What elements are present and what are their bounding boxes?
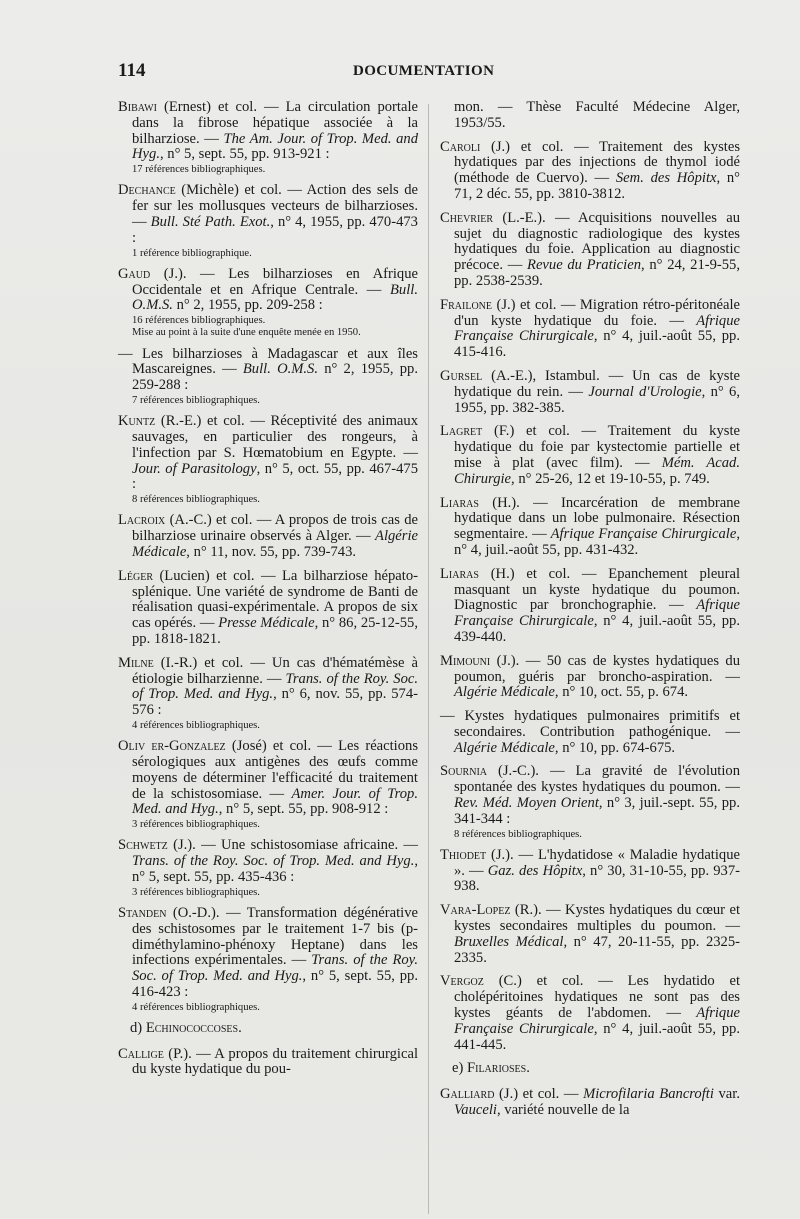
entry-text: (Ernest) et col. — La circulation portale dans la fibrose hépatique associée à la bilharziose. — [132,99,418,147]
entry-text: (J.). — Les bilharzioses en Afrique Occidentale et en Afrique Centrale. — [132,265,418,298]
entry-text: (O.-D.). — Transformation dégénérative des schistosomes par le traitement 1-7 bis (p-diméthylamino-phénoxy Heptane) dans les infections expérimentales. — [132,904,418,969]
entry-author: Frailone [440,296,492,313]
entry-note: 8 références bibliographiques. [132,494,260,506]
entry-author: Galliard [440,1086,495,1103]
column-divider [428,104,429,1214]
bibliography-entry [118,1047,418,1079]
entry-journal: Journal d'Urologie [588,383,702,400]
entry-text: (J.). — Une schistosomiase africaine. — [167,837,418,854]
entry-author: Milne [118,654,154,671]
entry-reference: n° 2, 1955, pp. 259-288 : [132,361,418,394]
section-heading [452,1061,740,1077]
entry-reference: , n° 5, sept. 55, pp. 913-921 : [159,146,330,163]
left-column [118,100,418,1086]
entry-author: Gaud [118,265,151,282]
entry-author: Lagret [440,423,483,440]
entry-reference: , n° 4, juil.-août 55, pp. 415-416. [454,328,740,361]
entry-text: (R.-E.) et col. — Réceptivité des animaux sauvages, en particulier des rongeurs, à l'infection par S. Hœmatobium en Egypte. — [132,413,418,461]
entry-journal: Bull. O.M.S. [242,361,319,378]
bibliography-entry [118,100,418,175]
bibliography-entry [118,656,418,731]
entry-journal: Algérie Médicale [454,739,555,756]
entry-text: (I.-R.) et col. — Un cas d'hématémèse à étiologie bilharzienne. — [132,654,418,687]
entry-text: (Lucien) et col. — La bilharziose hépato-splénique. Une variété de syndrome de Banti de réalisation quasi-expérimentale. A propos de six cas opérés. — [132,567,418,632]
entry-note: 4 références bibliographiques. [132,719,260,731]
entry-reference: , n° 4, 1955, pp. 470-473 : [132,213,418,246]
bibliography-entry [118,347,418,407]
bibliography-entry [118,513,418,560]
entry-author: Chevrier [440,209,494,226]
entry-journal: Algérie Médicale [454,684,555,701]
entry-author: Caroli [440,138,481,155]
entry-journal: Bruxelles Médical [454,933,564,950]
section-heading [130,1021,418,1037]
entry-reference: , n° 4, juil.-août 55, pp. 441-445. [454,1020,740,1053]
bibliography-entry [440,567,740,646]
entry-text: (J.) et col. — Traitement des kystes hydatiques par des injections de thymol iodé (méthode de Cuervo). — [454,138,740,187]
bibliography-entry [118,414,418,505]
bibliography-entry [440,1087,740,1119]
entry-note: 17 références bibliographiques. [132,164,266,176]
entry-text: (J.) et col. — Migration rétro-péritonéale d'un kyste hydatique du foie. — [454,296,740,329]
entry-author: Vergoz [440,973,484,990]
page-number: 114 [118,60,146,81]
entry-reference: , n° 5, sept. 55, pp. 435-436 : [132,853,418,885]
bibliography-entry [118,739,418,830]
entry-note: 1 référence bibliographique. [132,247,252,259]
bibliography-entry [440,974,740,1053]
entry-reference: , n° 5, sept. 55, pp. 416-423 : [132,968,418,1000]
entry-reference: , n° 71, 2 déc. 55, pp. 3810-3812. [454,170,740,202]
entry-note: 8 références bibliographiques. [454,828,582,840]
bibliography-entry [440,140,740,203]
entry-reference: , n° 6, 1955, pp. 382-385. [454,383,740,416]
entry-text: (L.-E.). — Acquisitions nouvelles au sujet du diagnostic radiologique des kystes hydatiques du foie. Application au diagnostic précoce. — [454,209,740,274]
entry-reference: , n° 25-26, 12 et 19-10-55, p. 749. [511,470,710,487]
running-title: DOCUMENTATION [353,63,495,79]
entry-text: (R.). — Kystes hydatiques du cœur et kystes secondaires multiples du poumon. — [454,902,740,935]
entry-journal: Mém. Acad. Chirurgie [454,454,741,487]
bibliography-entry [440,654,740,701]
entry-reference: n° 2, 1955, pp. 209-258 : [172,297,323,314]
entry-journal: Presse Médicale [218,615,315,632]
entry-author: Thiodet [440,846,487,863]
bibliography-entry [118,906,418,1013]
right-column [440,100,740,1127]
entry-journal: Amer. Jour. of Trop. Med. and Hyg. [132,785,418,818]
entry-text: (C.) et col. — Les hydatido et cholépéritoines hydatiques ne sont pas des kystes géants de l'abdomen. — [454,973,740,1022]
section-letter: e) [452,1060,464,1077]
page-header [118,60,738,90]
entry-author: Schwetz [118,837,168,854]
entry-text: (A.-E.), Istambul. — Un cas de kyste hydatique du rein. — [454,367,740,400]
entry-text: (J.-C.). — La gravité de l'évolution spontanée des kystes hydatiques du poumon. — [454,763,740,796]
section-title: Filarioses. [467,1060,530,1077]
entry-reference: , n° 4, juil.-août 55, pp. 439-440. [454,613,740,645]
entry-text: — Kystes hydatiques pulmonaires primitifs et secondaires. Contribution pathogénique. — [440,708,740,740]
entry-author: Kuntz [118,413,156,430]
entry-text: (P.). — A propos du traitement chirurgical du kyste hydatique du pou- [132,1045,418,1078]
entry-journal: Revue du Praticien [527,257,641,274]
entry-journal: Trans. of the Roy. Soc. of Trop. Med. and Hyg. [132,853,415,870]
entry-author: Léger [118,567,154,584]
entry-text: (José) et col. — Les réactions sérologiques aux antigènes des œufs comme moyens de déterminer l'efficacité du traitement de la schistosomiase. — [132,738,419,802]
bibliography-entry [440,211,740,290]
entry-continuation: mon. — Thèse Faculté Médecine Alger, 1953/55. [454,99,740,131]
entry-journal: Jour. of Parasitology [132,460,257,477]
entry-note: 16 références bibliographiques. [132,315,266,327]
bibliography-entry [118,183,418,258]
entry-reference: , n° 11, nov. 55, pp. 739-743. [186,543,357,560]
entry-author: Mimouni [440,652,491,669]
entry-text: (Michèle) et col. — Action des sels de fer sur les mollusques vecteurs de bilharzioses. — [132,182,418,230]
entry-author: Standen [118,904,167,921]
bibliography-entry [118,267,418,339]
entry-journal: Sem. des Hôpitx [615,170,717,187]
entry-text: (J.). — L'hydatidose « Maladie hydatique ». — [454,846,740,879]
entry-reference: , n° 10, oct. 55, p. 674. [554,684,689,701]
bibliography-entry [118,838,418,898]
entry-journal: Trans. of the Roy. Soc. of Trop. Med. and Hyg. [132,952,418,985]
entry-journal: Bull. Sté Path. Exot. [150,213,271,230]
section-letter: d) [130,1019,143,1036]
entry-journal: Afrique Française Chirurgicale [454,1005,740,1037]
section-title: Echinococcoses. [145,1019,242,1036]
entry-author: Gursel [440,367,483,384]
entry-author: Liaras [440,494,479,511]
entry-text: (H.). — Incarcération de membrane hydatique dans un lobe pulmonaire. Résection segmentaire. — [454,494,740,543]
entry-journal: Microfilaria Bancrofti [583,1086,714,1103]
entry-journal: Afrique Française Chirurgicale [550,526,737,543]
entry-author: Lacroix [118,512,166,529]
bibliography-entry [440,903,740,966]
bibliography-entry [440,709,740,756]
bibliography-entry [440,369,740,416]
entry-author: Callige [118,1045,164,1062]
entry-reference: , n° 30, 31-10-55, pp. 937-938. [454,862,740,895]
entry-journal: Bull. O.M.S. [132,281,418,314]
bibliography-entry [440,424,740,487]
entry-text: (H.) et col. — Epanchement pleural masquant un kyste hydatique du poumon. Diagnostic par bronchographie. — [454,565,740,614]
entry-note: 7 références bibliographiques. [132,394,260,406]
entry-note: 3 références bibliographiques. [132,886,260,898]
entry-reference: , n° 86, 25-12-55, pp. 1818-1821. [132,615,418,647]
bibliography-entry [440,298,740,361]
entry-author: Liaras [440,565,479,582]
entry-author: Vara-Lopez [440,902,511,919]
entry-journal: Algérie Médicale [132,528,418,560]
entry-author: Bibawi [118,99,157,115]
entry-note: 3 références bibliographiques. [132,819,260,831]
entry-reference: , n° 3, juil.-sept. 55, pp. 341-344 : [454,795,740,827]
entry-reference: , n° 24, 21-9-55, pp. 2538-2539. [454,257,741,289]
bibliography-entry [440,496,740,559]
entry-text: — Les bilharzioses à Madagascar et aux îles Mascareignes. — [118,345,418,378]
bibliography-entry [440,764,740,839]
entry-reference: , n° 5, sept. 55, pp. 908-912 : [218,801,389,818]
bibliography-entry [118,569,418,648]
entry-text: (F.) et col. — Traitement du kyste hydatique du foie par kystectomie partielle et mise à plat (avec film). — [454,423,740,471]
entry-journal: The Am. Jour. of Trop. Med. and Hyg. [132,130,418,163]
entry-journal: Trans. of the Roy. Soc. of Trop. Med. and Hyg. [132,670,419,703]
entry-note: 4 références bibliographiques. [132,1001,260,1013]
entry-journal: Rev. Méd. Moyen Orient [454,795,599,812]
entry-reference: , n° 6, nov. 55, pp. 574-576 : [132,686,418,719]
entry-journal: Vauceli [454,1102,497,1119]
bibliography-entry [440,848,740,895]
entry-reference: , variété nouvelle de la [496,1102,630,1119]
entry-reference: , n° 5, oct. 55, pp. 467-475 : [132,460,418,493]
entry-text: (J.) et col. — [494,1086,584,1103]
entry-author: Oliv er-Gonzalez [118,738,226,755]
entry-reference: , n° 47, 20-11-55, pp. 2325-2335. [454,933,740,966]
entry-reference: var. [713,1086,740,1103]
entry-reference: , n° 4, juil.-août 55, pp. 431-432. [454,526,740,558]
entry-text: (J.). — 50 cas de kystes hydatiques du poumon, guéris par broncho-aspiration. — [454,652,740,685]
entry-author: Sournia [440,763,488,780]
entry-reference: , n° 10, pp. 674-675. [554,739,676,756]
entry-text: (A.-C.) et col. — A propos de trois cas de bilharziose urinaire observés à Alger. — [132,512,418,545]
entry-note: Mise au point à la suite d'une enquête menée en 1950. [132,327,361,339]
entry-journal: Gaz. des Hôpitx [487,862,583,879]
entry-journal: Afrique Française Chirurgicale [454,312,740,345]
entry-author: Dechance [118,182,176,199]
entry-journal: Afrique Française Chirurgicale [454,597,740,630]
